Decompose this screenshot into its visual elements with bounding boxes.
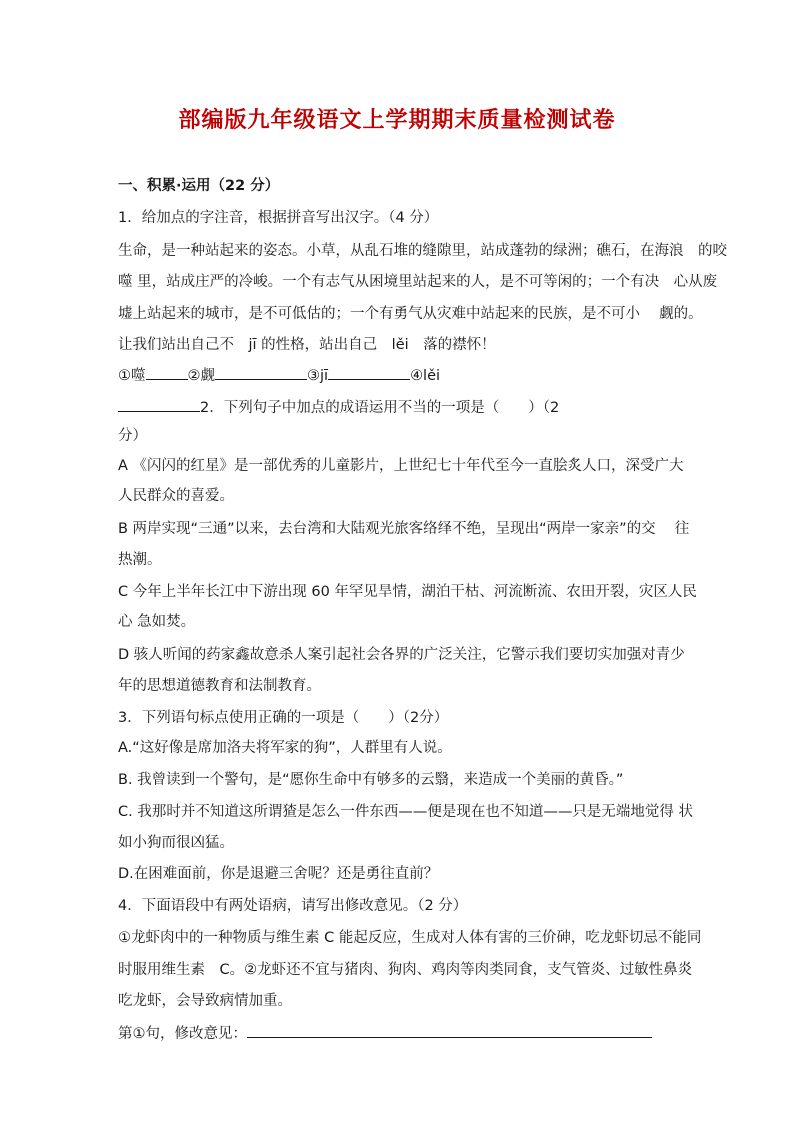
q3-option-c-line-1: C. 我那时并不知道这所谓猹是怎么一件东西——便是现在也不知道——只是无端地觉得 状 — [118, 804, 693, 820]
q2-option-b-line-1: B 两岸实现“三通”以来，去台湾和大陆观光旅客络绎不绝，呈现出“两岸一家亲”的交 往 — [118, 521, 690, 537]
q2-option-c-line-2: 心 急如焚。 — [118, 614, 196, 630]
q4-heading: 4．下面语段中有两处语病，请写出修改意见。（2 分） — [118, 898, 468, 914]
q2-option-a-line-1: A 《闪闪的红星》是一部优秀的儿童影片，上世纪七十年代至今一直脍炙人口，深受广大 — [118, 458, 684, 474]
q1-passage-line-1: 生命，是一种站起来的姿态。小草，从乱石堆的缝隙里，站成蓬勃的绿洲；礁石，在海浪 的咬 — [118, 243, 727, 259]
q4-passage-line-2: 时服用维生素 C。②龙虾还不宜与猪肉、狗肉、鸡肉等肉类同食，支气管炎、过敏性鼻炎 — [118, 962, 693, 978]
q3-option-d: D.在困难面前，你是退避三舍呢？还是勇往直前？ — [118, 866, 439, 882]
q2-heading-tail: 分） — [118, 428, 147, 444]
q1-passage-line-3: 墟上站起来的城市，是不可低估的；一个有勇气从灾难中站起来的民族，是不可小 觑的。 — [118, 306, 703, 322]
q3-option-c-line-2: 如小狗而很凶猛。 — [118, 835, 234, 851]
q2-option-b-line-2: 热潮。 — [118, 552, 162, 568]
q1-answer-row — [118, 364, 688, 386]
q2-heading: 2．下列句子中加点的成语运用不当的一项是（ ）（2 — [200, 400, 560, 416]
q4-fix-answer-blank-1[interactable] — [247, 1022, 652, 1038]
page-title: 部编版九年级语文上学期期末质量检测试卷 — [178, 107, 616, 133]
q2-option-d-line-1: D 骇人听闻的药家鑫故意杀人案引起社会各界的广泛关注，它警示我们要切实加强对青少 — [118, 647, 685, 663]
q1-passage-line-2: 噬 里，站成庄严的冷峻。一个有志气从困境里站起来的人，是不可等闲的；一个有决 心从废 — [118, 274, 718, 290]
q1-answer-blank-4[interactable] — [118, 396, 200, 412]
q4-fix-row — [118, 1022, 688, 1044]
q4-passage-line-3: 吃龙虾，会导致病情加重。 — [118, 993, 292, 1009]
q2-heading-row — [118, 396, 688, 418]
q1-heading: 1．给加点的字注音，根据拼音写出汉字。（4 分） — [118, 210, 439, 226]
q1-blank-label-3: ③jī — [307, 368, 329, 384]
section-heading: 一、积累·运用（22 分） — [118, 178, 280, 194]
q1-blank-label-1: ①噬 — [118, 368, 146, 384]
q4-passage-line-1: ①龙虾肉中的一种物质与维生素 C 能起反应，生成对人体有害的三价砷，吃龙虾切忌不能同 — [118, 930, 702, 946]
q2-option-a-line-2: 人民群众的喜爱。 — [118, 488, 234, 504]
q4-fix-label-1: 第①句，修改意见： — [118, 1026, 247, 1042]
q2-option-d-line-2: 年的思想道德教育和法制教育。 — [118, 678, 321, 694]
q1-answer-blank-1[interactable] — [146, 364, 188, 380]
q3-heading: 3．下列语句标点使用正确的一项是（ ）（2分） — [118, 710, 449, 726]
q3-option-a: A.“这好像是席加洛夫将军家的狗”，人群里有人说。 — [118, 740, 452, 756]
q1-answer-blank-2[interactable] — [215, 364, 307, 380]
q3-option-b: B. 我曾读到一个警句，是“愿你生命中有够多的云翳，来造成一个美丽的黄昏。” — [118, 772, 624, 788]
q1-blank-label-4: ④lěi — [410, 368, 441, 384]
q1-passage-line-4: 让我们站出自己不 jī 的性格，站出自己 lěi 落的襟怀！ — [118, 337, 496, 353]
q1-answer-blank-3[interactable] — [328, 364, 410, 380]
q1-blank-label-2: ②觑 — [187, 368, 215, 384]
q2-option-c-line-1: C 今年上半年长江中下游出现 60 年罕见旱情，湖泊干枯、河流断流、农田开裂，灾区人民 — [118, 584, 697, 600]
